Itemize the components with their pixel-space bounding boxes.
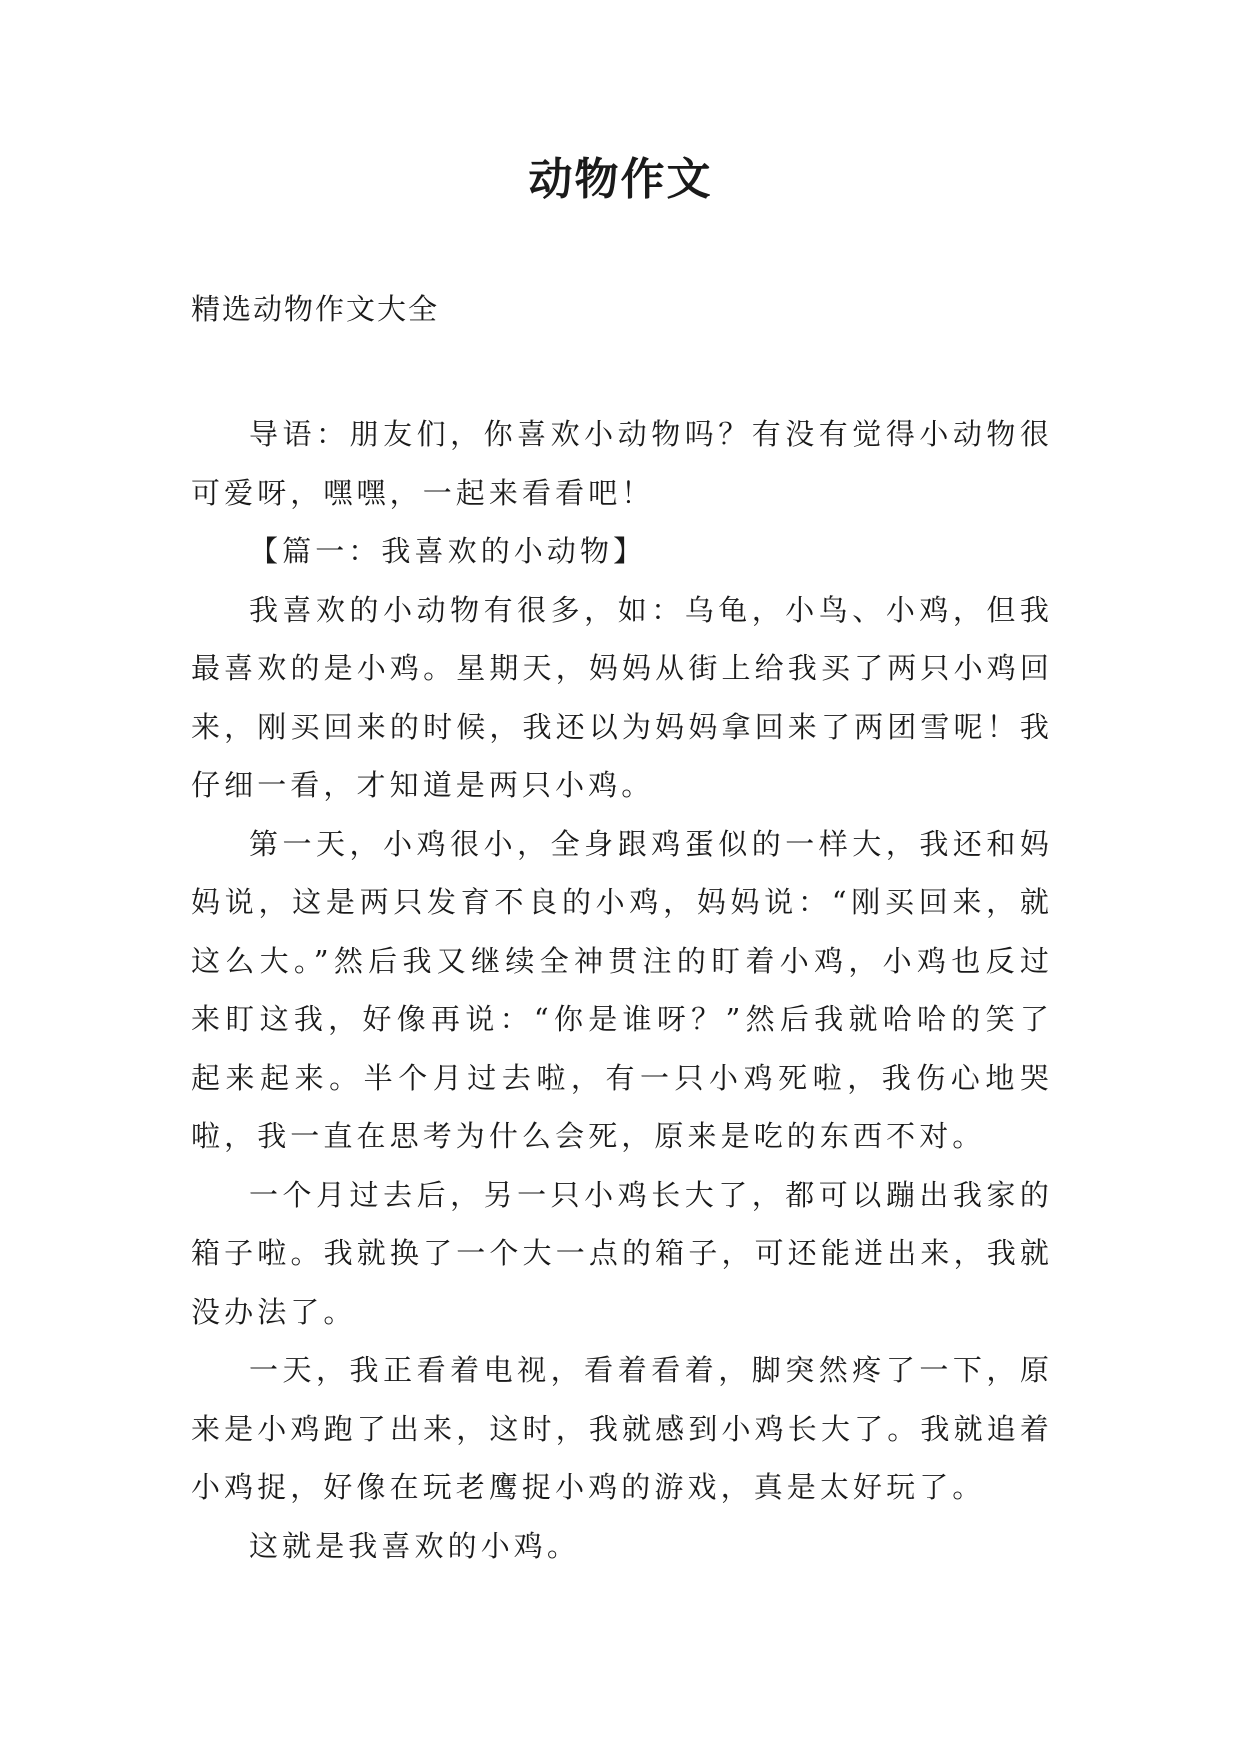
document-subtitle: 精选动物作文大全: [191, 292, 440, 326]
paragraph: 我喜欢的小动物有很多，如：乌龟，小鸟、小鸡，但我最喜欢的是小鸡。星期天，妈妈从街上给我买了两只小鸡回来，刚买回来的时候，我还以为妈妈拿回来了两团雪呢！我仔细一看，才知道是两只小鸡。: [191, 592, 1053, 802]
document-title: 动物作文: [528, 154, 713, 205]
section-heading: 【篇一：我喜欢的小动物】: [249, 534, 647, 568]
paragraph: 一天，我正看着电视，看着看着，脚突然疼了一下，原来是小鸡跑了出来，这时，我就感到小鸡长大了。我就追着小鸡捉，好像在玩老鹰捉小鸡的游戏，真是太好玩了。: [191, 1353, 1053, 1504]
paragraph: 一个月过去后，另一只小鸡长大了，都可以蹦出我家的箱子啦。我就换了一个大一点的箱子，可还能迸出来，我就没办法了。: [191, 1177, 1053, 1329]
paragraph: 第一天，小鸡很小，全身跟鸡蛋似的一样大，我还和妈妈说，这是两只发育不良的小鸡，妈妈说：“刚买回来，就这么大。”然后我又继续全神贯注的盯着小鸡，小鸡也反过来盯这我，好像再说：“你是谁呀？”然后我就哈哈的笑了起来起来。半个月过去啦，有一只小鸡死啦，我伤心地哭啦，我一直在思考为什么会死，原来是吃的东西不对。: [191, 826, 1053, 1153]
paragraph-closing: 这就是我喜欢的小鸡。: [249, 1528, 581, 1563]
document-body: [191, 405, 1053, 1575]
paragraph-intro: 导语：朋友们，你喜欢小动物吗？有没有觉得小动物很可爱呀，嘿嘿，一起来看看吧！: [191, 417, 1053, 510]
